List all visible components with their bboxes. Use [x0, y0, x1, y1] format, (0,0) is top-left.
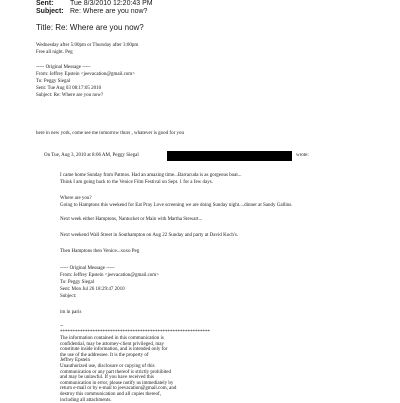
quoted-paragraph-3: Next week either Hamptons, Nantucket or Main with Martha Stewart...	[60, 217, 203, 222]
original-sent: Sent: Mon Jul 26 18:29:47 2010	[60, 287, 125, 292]
reply-block-1	[36, 42, 138, 56]
subject-label: Subject:	[36, 8, 64, 15]
disclaimer-line: destroy this communication and all copies thereof,	[60, 391, 161, 397]
message-body: im in paris	[60, 310, 82, 315]
quoted-paragraph-1	[60, 172, 242, 186]
star-separator: ************************************************************	[60, 330, 210, 335]
quoted-line: Going to Hamptons this weekend for Eat Pray Love screening we are doing Sunday night....dinner at Sandy Gallins.	[60, 203, 293, 208]
page-title: Title: Re: Where are you now?	[36, 23, 144, 32]
disclaimer-line: and may be unlawful. If you have received this	[60, 375, 154, 381]
disclaimer-line: the use of the addressee. It is the property of	[60, 352, 149, 358]
quote-header-after: wrote:	[296, 153, 309, 158]
reply-line: Wednesday after 5:00pm or Thursday after 3:00pm	[36, 43, 139, 48]
original-to: To: Peggy Siegal	[36, 79, 71, 84]
sent-value: Tue 8/3/2010 12:20:43 PM	[70, 0, 153, 7]
disclaimer-line: Jeffrey Epstein	[60, 358, 91, 364]
confidentiality-disclaimer	[60, 336, 176, 403]
reply-block-2: here in new york, come see me tomorrow thurs , whatever is good for you	[36, 131, 185, 136]
quoted-line: Where are you?	[60, 196, 92, 201]
original-message-2	[60, 265, 159, 300]
disclaimer-line: return e-mail or by e-mail to jeevacation@gmail.com, and	[60, 386, 177, 392]
disclaimer-line: Unauthorized use, disclosure or copying of this	[60, 363, 155, 369]
disclaimer-line: communication in error, please notify us immediately by	[60, 380, 174, 386]
quoted-paragraph-2	[60, 195, 292, 209]
sent-row	[36, 0, 153, 8]
redaction-box	[167, 151, 292, 161]
signature-dash: --	[60, 324, 64, 329]
quote-header-before: On Tue, Aug 3, 2010 at 8:06 AM, Peggy Siegal	[44, 153, 139, 158]
disclaimer-line: communication or any part thereof is strictly prohibited	[60, 369, 171, 375]
quoted-line: Think I am going back to the Venice Film Festival on Sept. 1 for a few days.	[60, 180, 213, 185]
original-to: To: Peggy Siegal	[60, 280, 95, 285]
disclaimer-line: The information contained in this communication is	[60, 336, 164, 341]
quoted-paragraph-5: Then Hamptons then Venice...xoxo Peg	[60, 249, 140, 254]
disclaimer-line: confidential, may be attorney-client privileged, may	[60, 341, 164, 347]
original-subject: Subject:	[60, 294, 77, 299]
subject-row	[36, 8, 147, 16]
disclaimer-line: including all attachments.	[60, 397, 112, 403]
original-sent: Sent: Tue Aug 03 08:17:05 2010	[36, 86, 102, 91]
sent-label: Sent:	[36, 0, 54, 7]
original-message-1	[36, 64, 135, 99]
quoted-paragraph-4: Next weekend Wall Street in Southampton on Aug 22 Sunday and party at David Koch's.	[60, 233, 239, 238]
disclaimer-line: constitute inside information, and is intended only for	[60, 347, 168, 353]
original-subject: Subject: Re: Where are you now?	[36, 93, 104, 98]
original-from: From: Jeffrey Epstein <jeevacation@gmail.com>	[36, 72, 136, 77]
quoted-line: I came home Sunday from Patmos. Had an amazing time...Barracuda is as gorgeous boat...	[60, 173, 242, 178]
original-from: From: Jeffrey Epstein <jeevacation@gmail.com>	[60, 273, 160, 278]
reply-line: Free all night. Peg	[36, 50, 73, 55]
subject-value: Re: Where are you now?	[70, 8, 148, 15]
original-message-separator: ----- Original Message -----	[36, 65, 91, 70]
original-message-separator: ----- Original Message -----	[60, 266, 115, 271]
